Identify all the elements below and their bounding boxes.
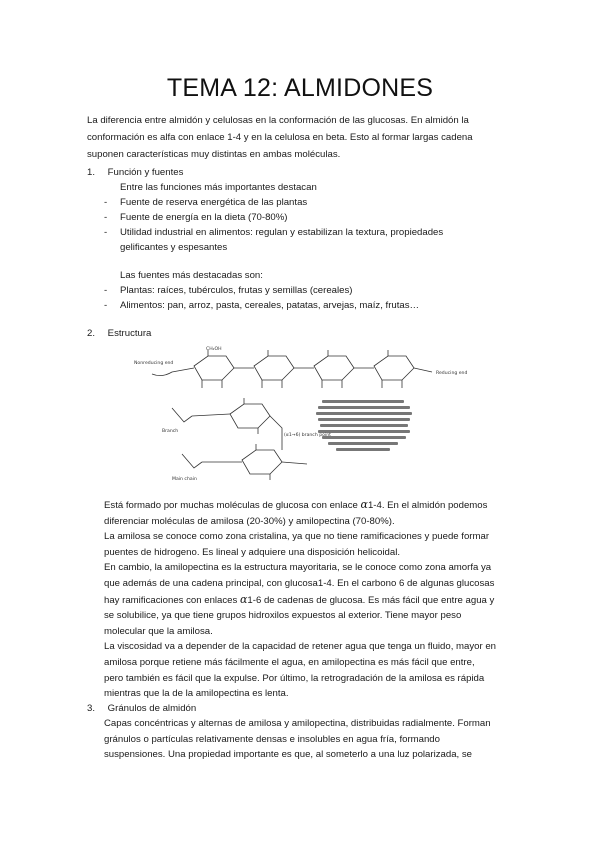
bullet-dash: - [104,285,108,296]
main-chain-label: Main chain [172,477,197,482]
glucose-ring [314,350,354,388]
text-line: molecular que la amilosa. [104,625,213,637]
text-span: hay ramificaciones con enlaces [104,594,240,606]
text-line: Capas concéntricas y alternas de amilosa y amilopectina, distribuidas radialmente. Forman [104,718,491,729]
glycosidic-bond [282,462,307,464]
glycosidic-bond [172,408,192,422]
text-span: Está formado por muchas moléculas de glucosa con enlace [104,500,361,511]
section-1-heading [87,165,183,180]
text-line: mientras que la de la amilopectina es lenta. [104,688,289,700]
reducing-end-label: Reducing end [436,371,468,376]
glucose-ring [230,398,270,434]
text-line: La viscosidad va a depender de la capacidad de retener agua que tenga un fluido, mayor en [104,641,497,653]
glycosidic-bond [192,414,230,416]
glycosidic-bond [152,368,194,376]
glucose-ring [374,350,414,388]
list-item-text: Fuente de energía en la dieta (70-80%) [120,212,288,223]
text-line: que además de una cadena principal, con glucosa1-4. En el carbono 6 de algunas glucosas [104,577,495,589]
alpha-symbol: α [360,498,368,511]
amylopectin-schematic [316,400,412,451]
ring-label: CH₂OH [206,347,222,352]
granules-paragraph [104,716,524,763]
text-line: La amilosa se conoce como zona cristalina, ya que no tiene ramificaciones y puede formar [104,531,490,543]
page-title: TEMA 12: ALMIDONES [166,74,434,102]
section-title: Función y fuentes [107,167,184,178]
glycosidic-bond [414,368,432,372]
bullet-dash: - [104,300,108,311]
section-2-heading [87,326,151,341]
section-3-heading [87,701,196,716]
starch-structure-figure [132,342,492,494]
alpha-symbol: α [239,592,248,606]
section-title: Gránulos de almidón [107,703,197,714]
glycosidic-bond [182,454,202,468]
text-line: amilosa porque retiene más fácilmente el agua, en amilopectina es más fácil que entre, [104,656,475,668]
text-line [104,592,524,609]
section-number: 2. [87,328,96,339]
text-line: pero también es fácil que la expulse. Por último, la retrogradación de la amilosa es rápida [104,672,485,684]
text-line: se solubilice, ya que tiene grupos hidroxilos expuestos al exterior. Tiene mayor peso [104,610,462,622]
bullet-dash: - [104,212,108,223]
list-item-text: Fuente de reserva energética de las plantas [120,197,308,208]
list-item-text: Plantas: raíces, tubérculos, frutas y semillas (cereales) [120,285,353,296]
list-item [104,210,287,225]
section-number: 1. [87,167,96,178]
glycosidic-bond [270,416,282,450]
list-item [104,195,307,210]
section-title: Estructura [107,328,152,339]
intro-line: conformación es alfa con enlace 1-4 y en la celulosa en beta. Esto al formar largas cadena [87,132,473,143]
text-line: diferenciar moléculas de amilosa (20-30%) y amilopectina (70-80%). [104,515,395,527]
functions-lead: Entre las funciones más importantes destacan [120,182,317,193]
section-number: 3. [87,703,96,714]
list-item-text: Alimentos: pan, arroz, pasta, cereales, patatas, arvejas, maíz, frutas… [120,300,420,311]
list-item [104,298,419,313]
list-item-continuation: gelificantes y espesantes [120,242,228,253]
text-span: 1-6 de cadenas de glucosa. Es más fácil que entre agua y [247,594,495,606]
nonreducing-end-label: Nonreducing end [134,361,174,366]
glucose-ring [194,350,234,388]
list-item [104,225,443,240]
branch-label: Branch [162,429,179,434]
glucose-ring [242,444,282,480]
glucose-ring [254,350,294,388]
intro-line: suponen características muy distintas en ambas moléculas. [87,149,341,160]
structure-paragraph [104,497,524,702]
intro-paragraph [87,112,527,163]
text-span: 1-4. En el almidón podemos [367,500,488,511]
branch-point-label: (α1→6) branch point [284,433,331,438]
text-line: puentes de hidrogeno. Es lineal y adquiere una disposición helicoidal. [104,546,401,558]
text-line [104,497,524,514]
text-line: gránulos o partículas relativamente densas e insolubles en agua fría, formando [104,733,440,745]
text-line: suspensiones. Una propiedad importante es que, al someterlo a una luz polarizada, se [104,749,472,761]
starch-structure-diagram [132,342,492,494]
sources-lead: Las fuentes más destacadas son: [120,270,263,281]
list-item-text: Utilidad industrial en alimentos: regulan y estabilizan la textura, propiedades [120,227,444,238]
list-item [104,283,352,298]
text-line: En cambio, la amilopectina es la estructura mayoritaria, se le conoce como zona amorfa ya [104,562,492,574]
bullet-dash: - [104,227,108,238]
intro-line: La diferencia entre almidón y celulosas en la conformación de las glucosas. En almidón la [87,115,469,126]
bullet-dash: - [104,197,108,208]
